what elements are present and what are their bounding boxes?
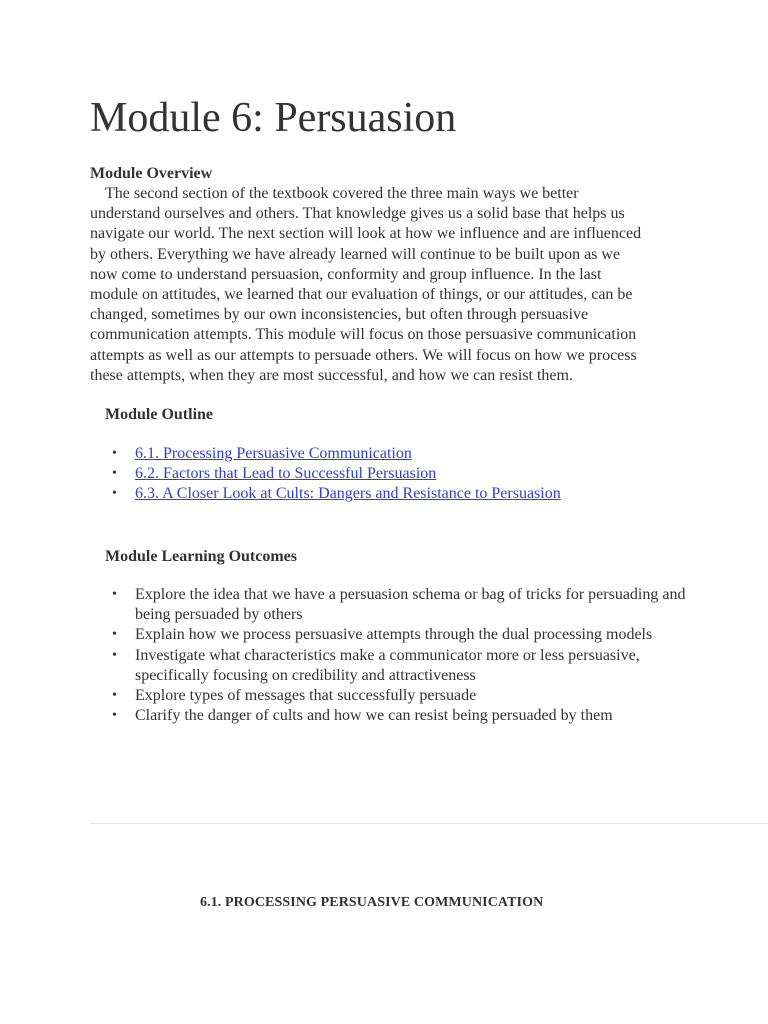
outline-link-6-3[interactable]: 6.3. A Closer Look at Cults: Dangers and Resistance to Persuasion [135,485,561,503]
overview-heading: Module Overview [90,165,213,182]
overview-line: navigate our world. The next section will look at how we influence and are influenced [90,225,642,243]
outline-heading: Module Outline [105,406,214,423]
outcome-item [108,706,688,726]
outcome-text: Clarify the danger of cults and how we can resist being persuaded by them [135,707,613,725]
outline-list [108,444,688,505]
bullet-icon: • [112,627,117,643]
outcome-item [108,686,688,706]
overview-line: now come to understand persuasion, conformity and group influence. In the last [90,265,602,283]
overview-line: changed, sometimes by our own inconsistencies, but often through persuasive [90,306,589,324]
outcome-item [108,625,688,645]
bullet-icon: • [112,466,117,482]
outline-item [108,464,688,484]
bullet-icon: • [112,708,117,724]
outcome-text: Explore the idea that we have a persuasion schema or bag of tricks for persuading and being persuaded by others [135,586,686,624]
bullet-icon: • [112,647,117,663]
outcome-text: Explore types of messages that successfully persuade [135,687,477,705]
outcome-text: Explain how we process persuasive attempts through the dual processing models [135,626,653,644]
bullet-icon: • [112,486,117,502]
outcomes-list [108,585,688,726]
next-section-title: 6.1. PROCESSING PERSUASIVE COMMUNICATION [200,895,544,910]
overview-line: The second section of the textbook covered the three main ways we better [105,185,579,202]
outline-link-6-2[interactable]: 6.2. Factors that Lead to Successful Persuasion [135,465,437,483]
overview-line: module on attitudes, we learned that our evaluation of things, or our attitudes, can be [90,286,633,304]
bullet-icon: • [112,688,117,704]
overview-line: by others. Everything we have already learned will continue to be built upon as we [90,245,621,263]
outline-link-6-1[interactable]: 6.1. Processing Persuasive Communication [135,445,412,462]
outline-item [108,444,688,464]
page-title: Module 6: Persuasion [90,95,457,141]
outcome-item [108,646,688,686]
outline-item [108,484,688,504]
outcome-text: Investigate what characteristics make a communicator more or less persuasive, specifically focusing on credibility and attractiveness [135,646,640,684]
overview-line: understand ourselves and others. That knowledge gives us a solid base that helps us [90,205,625,223]
overview-line: attempts as well as our attempts to persuade others. We will focus on how we process [90,346,637,364]
overview-line: communication attempts. This module will focus on those persuasive communication [90,326,637,344]
section-divider [90,823,768,824]
overview-paragraph [90,184,680,386]
outcomes-heading: Module Learning Outcomes [105,548,297,565]
bullet-icon: • [112,446,117,461]
overview-line: these attempts, when they are most successful, and how we can resist them. [90,366,573,384]
bullet-icon: • [112,587,117,602]
outcome-item [108,585,688,625]
